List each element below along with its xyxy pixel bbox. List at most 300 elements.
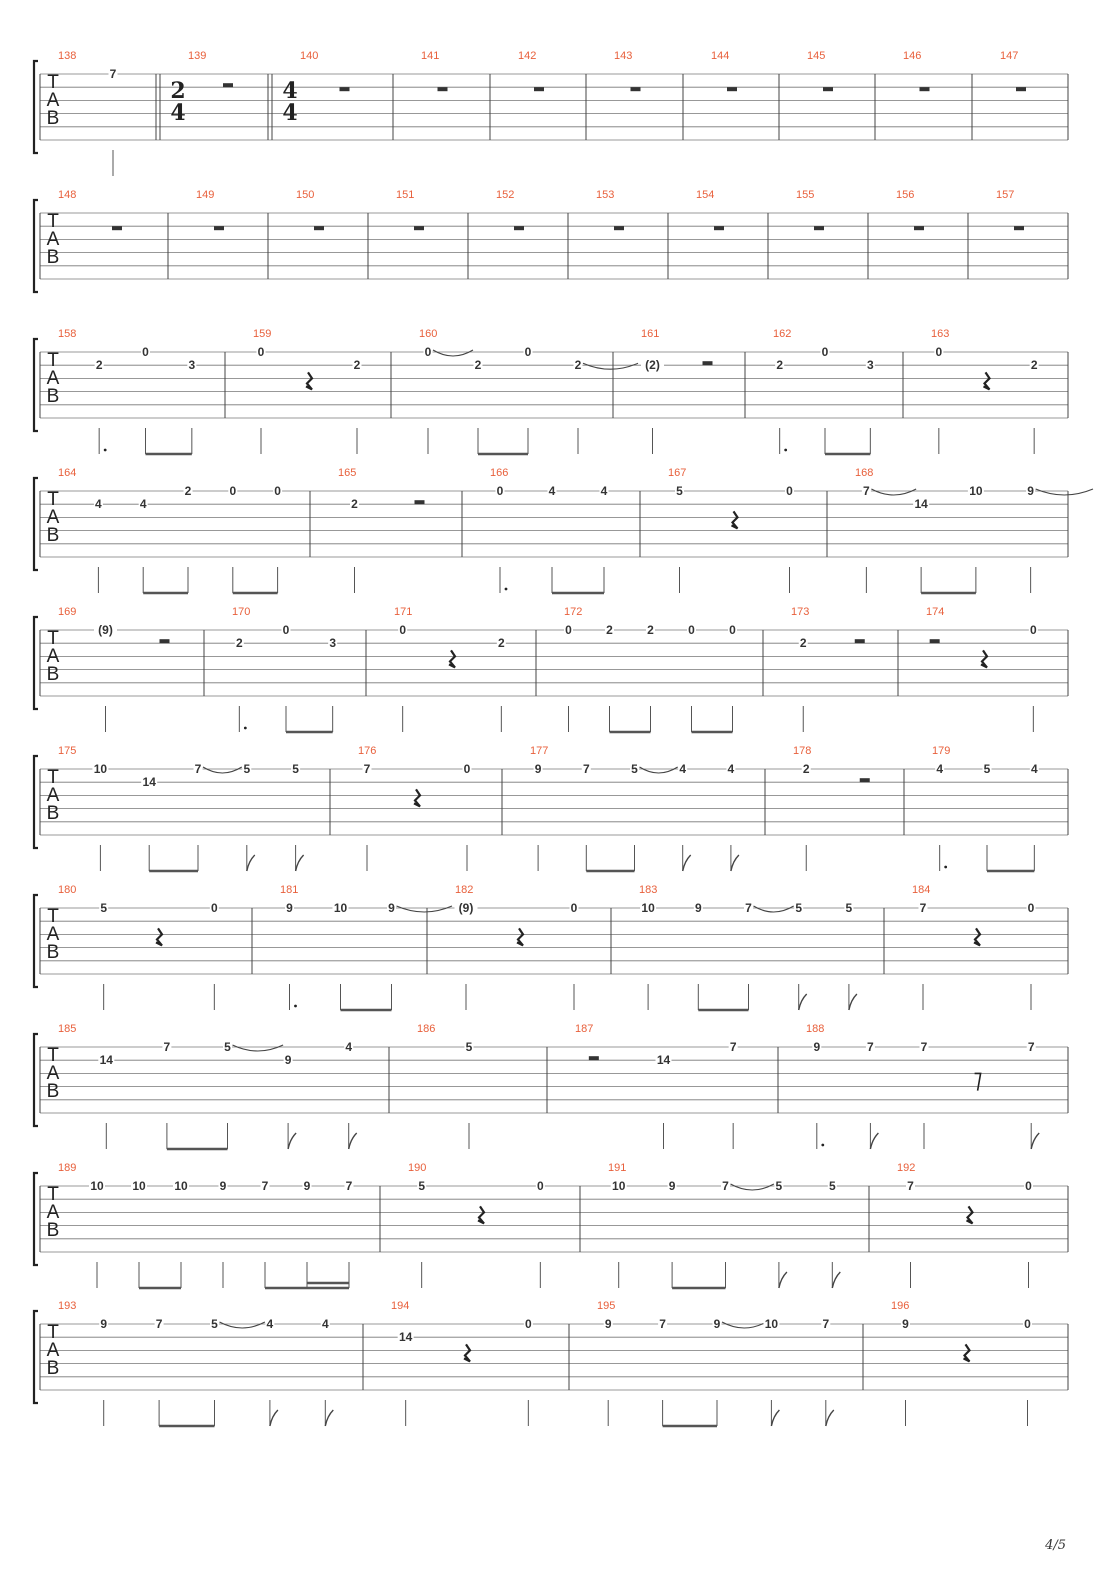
duration-dot: [244, 727, 247, 730]
measure-number: 166: [490, 467, 509, 479]
measure-number: 168: [855, 467, 874, 479]
tab-system: [0, 1300, 1110, 1440]
fret-number: 7: [194, 762, 202, 776]
fret-number: 0: [565, 623, 572, 637]
tab-clef-letter: B: [46, 525, 60, 546]
measure-number: 175: [58, 745, 77, 757]
fret-number: 7: [659, 1317, 666, 1331]
quarter-rest: [984, 372, 990, 389]
fret-number: 0: [935, 345, 943, 359]
measure-number: 171: [394, 606, 413, 618]
note-flag: [247, 855, 255, 871]
measure-number: 180: [58, 884, 77, 896]
tab-clef-letter: T: [47, 72, 59, 93]
fret-number: 10: [90, 1179, 104, 1193]
measure-number: 177: [530, 745, 549, 757]
measure-number: 194: [391, 1300, 410, 1312]
tab-clef-letter: B: [46, 942, 60, 963]
fret-number: 3: [329, 636, 337, 651]
fret-number: 10: [764, 1317, 779, 1331]
measure-number: 174: [926, 606, 945, 618]
whole-rest: [714, 226, 724, 230]
measure-number: 170: [232, 606, 251, 618]
whole-rest: [514, 226, 524, 230]
fret-number: 0: [282, 623, 290, 637]
fret-number: 0: [463, 762, 471, 776]
fret-number: 7: [1027, 1040, 1035, 1054]
tab-clef-letter: A: [46, 924, 60, 945]
quarter-rest: [517, 928, 523, 945]
measure-number: 193: [58, 1300, 77, 1312]
fret-number: 7: [109, 67, 117, 81]
fret-number: 9: [100, 1317, 108, 1331]
tab-clef-letter: T: [47, 489, 59, 510]
measure-number: 182: [455, 884, 474, 896]
note-flag: [349, 1133, 357, 1149]
whole-rest: [1014, 226, 1024, 230]
fret-number: 0: [399, 623, 407, 637]
tab-clef-letter: A: [46, 1202, 60, 1223]
fret-number: 0: [1024, 1317, 1031, 1331]
tab-clef-letter: A: [46, 229, 60, 250]
tab-clef-letter: A: [46, 507, 60, 528]
half-rest: [703, 361, 713, 365]
fret-number: 0: [274, 484, 281, 498]
fret-number: 2: [647, 623, 654, 637]
measure-number: 163: [931, 328, 950, 340]
fret-number: 7: [822, 1317, 830, 1331]
tie-arc: [220, 1322, 265, 1328]
fret-number: 2: [474, 358, 482, 373]
duration-dot: [821, 1144, 824, 1147]
tie-arc: [640, 767, 678, 773]
duration-dot: [944, 866, 947, 869]
fret-number: 0: [210, 901, 218, 915]
tab-system: [0, 189, 1110, 329]
measure-number: 184: [912, 884, 931, 896]
fret-number: (2): [645, 358, 660, 373]
measure-number: 186: [417, 1023, 436, 1035]
tie-arc: [1036, 489, 1093, 495]
tie-arc: [731, 1184, 774, 1190]
fret-number: 14: [99, 1053, 113, 1068]
tab-clef-letter: T: [47, 1184, 59, 1205]
measure-number: 158: [58, 328, 77, 340]
fret-number: (9): [98, 623, 113, 637]
fret-number: 2: [606, 623, 613, 637]
fret-number: 5: [795, 901, 803, 915]
tab-clef-letter: B: [46, 1358, 60, 1379]
whole-rest: [1016, 87, 1026, 91]
note-flag: [1031, 1133, 1039, 1149]
note-flag: [731, 855, 739, 871]
tie-arc: [722, 1322, 766, 1328]
fret-number: 2: [799, 636, 807, 651]
fret-number: 7: [363, 762, 371, 776]
measure-number: 195: [597, 1300, 616, 1312]
fret-number: 9: [604, 1317, 612, 1331]
note-flag: [832, 1272, 840, 1288]
tie-arc: [203, 767, 242, 773]
measure-number: 156: [896, 189, 915, 201]
measure-number: 146: [903, 50, 922, 62]
fret-number: 7: [920, 1040, 928, 1054]
fret-number: 9: [388, 901, 395, 915]
fret-number: 3: [866, 358, 874, 373]
measure-number: 189: [58, 1162, 77, 1174]
quarter-rest: [156, 928, 162, 945]
whole-rest: [314, 226, 324, 230]
measure-number: 179: [932, 745, 951, 757]
measure-number: 159: [253, 328, 272, 340]
tab-clef-letter: T: [47, 211, 59, 232]
fret-number: 10: [132, 1179, 146, 1193]
whole-rest: [340, 87, 350, 91]
measure-number: 141: [421, 50, 440, 62]
note-flag: [849, 994, 857, 1010]
duration-dot: [505, 588, 508, 591]
measure-number: 185: [58, 1023, 77, 1035]
fret-number: 9: [284, 1053, 292, 1068]
measure-number: 145: [807, 50, 826, 62]
fret-number: 10: [969, 484, 983, 498]
duration-dot: [104, 449, 107, 452]
fret-number: 5: [775, 1179, 783, 1193]
tab-system: [0, 1162, 1110, 1302]
tab-clef-letter: B: [46, 664, 60, 685]
tab-clef-letter: B: [46, 108, 60, 129]
measure-number: 192: [897, 1162, 916, 1174]
duration-dot: [784, 449, 787, 452]
page-number: 4/5: [1045, 1538, 1066, 1553]
tie-arc: [583, 363, 638, 369]
whole-rest: [112, 226, 122, 230]
fret-number: 10: [333, 901, 348, 915]
quarter-rest: [414, 789, 420, 806]
half-rest: [223, 83, 233, 87]
measure-number: 155: [796, 189, 815, 201]
note-flag: [683, 855, 691, 871]
fret-number: 10: [612, 1179, 626, 1193]
tie-arc: [754, 906, 794, 912]
fret-number: 9: [694, 901, 702, 915]
system-bracket: [34, 478, 38, 570]
tab-system: [0, 745, 1110, 885]
time-signature-digit: 4: [282, 100, 298, 126]
fret-number: 2: [1030, 358, 1038, 373]
fret-number: 3: [188, 358, 196, 373]
half-rest: [860, 778, 870, 782]
fret-number: 4: [548, 484, 556, 498]
measure-number: 160: [419, 328, 438, 340]
fret-number: 2: [95, 358, 103, 373]
fret-number: 0: [1027, 901, 1035, 915]
fret-number: 5: [983, 762, 991, 776]
measure-number: 144: [711, 50, 730, 62]
tab-clef-letter: A: [46, 646, 60, 667]
tie-arc: [233, 1045, 284, 1051]
measure-number: 181: [280, 884, 299, 896]
tab-clef-letter: A: [46, 90, 60, 111]
measure-number: 178: [793, 745, 812, 757]
fret-number: 0: [1029, 623, 1037, 637]
tab-system: [0, 50, 1110, 190]
fret-number: 5: [292, 762, 299, 776]
fret-number: 14: [914, 497, 928, 512]
measure-number: 162: [773, 328, 792, 340]
fret-number: 2: [574, 358, 582, 373]
system-bracket: [34, 1311, 38, 1403]
fret-number: 0: [570, 901, 578, 915]
measure-number: 172: [564, 606, 583, 618]
quarter-rest: [964, 1344, 970, 1361]
fret-number: 7: [729, 1040, 737, 1054]
fret-number: 4: [1030, 762, 1038, 776]
measure-number: 147: [1000, 50, 1019, 62]
tab-system: [0, 606, 1110, 746]
measure-number: 161: [641, 328, 660, 340]
measure-number: 169: [58, 606, 77, 618]
measure-number: 148: [58, 189, 77, 201]
time-signature-digit: 4: [170, 100, 186, 126]
system-bracket: [34, 1173, 38, 1265]
tab-clef-letter: A: [46, 368, 60, 389]
fret-number: 9: [219, 1179, 227, 1193]
fret-number: 5: [465, 1040, 473, 1054]
fret-number: 4: [345, 1040, 353, 1054]
fret-number: 9: [286, 901, 293, 915]
fret-number: 9: [534, 762, 542, 776]
whole-rest: [814, 226, 824, 230]
measure-number: 138: [58, 50, 77, 62]
fret-number: 5: [243, 762, 251, 776]
fret-number: 5: [418, 1179, 426, 1193]
measure-number: 153: [596, 189, 615, 201]
fret-number: 2: [802, 762, 810, 776]
measure-number: 165: [338, 467, 357, 479]
measure-number: 164: [58, 467, 77, 479]
measure-number: 173: [791, 606, 810, 618]
fret-number: 0: [524, 345, 532, 359]
measure-number: 151: [396, 189, 415, 201]
fret-number: 0: [257, 345, 265, 359]
fret-number: 7: [745, 901, 752, 915]
fret-number: 7: [919, 901, 927, 915]
note-flag: [325, 1410, 333, 1426]
fret-number: 2: [497, 636, 505, 651]
fret-number: 9: [668, 1179, 676, 1193]
fret-number: 7: [907, 1179, 914, 1193]
fret-number: 10: [174, 1179, 188, 1193]
fret-number: 2: [184, 484, 192, 498]
tab-clef-letter: B: [46, 803, 60, 824]
note-flag: [270, 1410, 278, 1426]
fret-number: 0: [424, 345, 432, 359]
tab-clef-letter: T: [47, 1322, 59, 1343]
fret-number: 5: [100, 901, 108, 915]
fret-number: 2: [351, 497, 358, 512]
tie-arc: [871, 489, 916, 495]
fret-number: 0: [142, 345, 149, 359]
half-rest: [589, 1056, 599, 1060]
fret-number: 14: [142, 775, 156, 790]
fret-number: 14: [656, 1053, 671, 1068]
tab-system: [0, 884, 1110, 1024]
fret-number: 5: [828, 1179, 836, 1193]
fret-number: 7: [163, 1040, 171, 1054]
fret-number: 14: [398, 1330, 413, 1345]
half-rest: [855, 639, 865, 643]
note-flag: [296, 855, 304, 871]
fret-number: (9): [458, 901, 474, 915]
fret-number: 7: [155, 1317, 163, 1331]
note-flag: [870, 1133, 878, 1149]
half-rest: [160, 639, 170, 643]
measure-number: 154: [696, 189, 715, 201]
quarter-rest: [967, 1206, 973, 1223]
tab-clef-letter: A: [46, 1340, 60, 1361]
fret-number: 4: [139, 497, 147, 512]
measure-number: 149: [196, 189, 215, 201]
fret-number: 5: [211, 1317, 218, 1331]
quarter-rest: [449, 650, 455, 667]
note-flag: [288, 1133, 296, 1149]
quarter-rest: [981, 650, 987, 667]
fret-number: 7: [261, 1179, 269, 1193]
system-bracket: [34, 61, 38, 153]
measure-number: 150: [296, 189, 315, 201]
whole-rest: [727, 87, 737, 91]
fret-number: 0: [496, 484, 504, 498]
fret-number: 0: [786, 484, 793, 498]
system-bracket: [34, 1034, 38, 1126]
tab-clef-letter: A: [46, 785, 60, 806]
quarter-rest: [464, 1344, 470, 1361]
measure-number: 143: [614, 50, 633, 62]
quarter-rest: [478, 1206, 484, 1223]
measure-number: 176: [358, 745, 377, 757]
fret-number: 4: [266, 1317, 274, 1331]
whole-rest: [631, 87, 641, 91]
fret-number: 2: [776, 358, 784, 373]
tab-system: [0, 467, 1110, 607]
measure-number: 188: [806, 1023, 825, 1035]
tab-system: [0, 1023, 1110, 1163]
quarter-rest: [306, 372, 312, 389]
measure-number: 167: [668, 467, 687, 479]
fret-number: 0: [821, 345, 829, 359]
fret-number: 10: [641, 901, 655, 915]
fret-number: 9: [303, 1179, 311, 1193]
duration-dot: [294, 1005, 297, 1008]
fret-number: 9: [713, 1317, 721, 1331]
measure-number: 157: [996, 189, 1015, 201]
system-bracket: [34, 339, 38, 431]
measure-number: 187: [575, 1023, 594, 1035]
fret-number: 2: [353, 358, 361, 373]
whole-rest: [614, 226, 624, 230]
fret-number: 9: [902, 1317, 909, 1331]
eighth-rest: [975, 1073, 981, 1090]
system-bracket: [34, 200, 38, 292]
fret-number: 7: [345, 1179, 353, 1193]
fret-number: 4: [727, 762, 735, 776]
note-flag: [799, 994, 807, 1010]
tab-clef-letter: B: [46, 1220, 60, 1241]
fret-number: 4: [600, 484, 608, 498]
whole-rest: [534, 87, 544, 91]
measure-number: 139: [188, 50, 207, 62]
tab-clef-letter: B: [46, 247, 60, 268]
fret-number: 0: [536, 1179, 544, 1193]
fret-number: 5: [845, 901, 853, 915]
fret-number: 0: [688, 623, 695, 637]
fret-number: 7: [582, 762, 590, 776]
time-signature-digit: 2: [170, 78, 186, 104]
fret-number: 7: [863, 484, 870, 498]
half-rest: [930, 639, 940, 643]
fret-number: 9: [1027, 484, 1034, 498]
measure-number: 142: [518, 50, 537, 62]
tab-clef-letter: B: [46, 1081, 60, 1102]
tab-clef-letter: T: [47, 350, 59, 371]
half-rest: [415, 500, 425, 504]
fret-number: 0: [524, 1317, 532, 1331]
whole-rest: [214, 226, 224, 230]
whole-rest: [914, 226, 924, 230]
measure-number: 196: [891, 1300, 910, 1312]
measure-number: 191: [608, 1162, 627, 1174]
whole-rest: [414, 226, 424, 230]
measure-number: 183: [639, 884, 658, 896]
system-bracket: [34, 617, 38, 709]
fret-number: 5: [631, 762, 638, 776]
fret-number: 0: [729, 623, 736, 637]
whole-rest: [823, 87, 833, 91]
fret-number: 7: [722, 1179, 729, 1193]
fret-number: 4: [936, 762, 944, 776]
tab-clef-letter: B: [46, 386, 60, 407]
measure-number: 190: [408, 1162, 427, 1174]
fret-number: 9: [813, 1040, 821, 1054]
fret-number: 4: [95, 497, 102, 512]
quarter-rest: [732, 511, 738, 528]
tie-arc: [433, 350, 473, 356]
time-signature-digit: 4: [282, 78, 298, 104]
whole-rest: [438, 87, 448, 91]
fret-number: 10: [93, 762, 108, 776]
tab-clef-letter: A: [46, 1063, 60, 1084]
measure-number: 152: [496, 189, 515, 201]
note-flag: [771, 1410, 779, 1426]
tab-system: [0, 328, 1110, 468]
fret-number: 0: [229, 484, 237, 498]
system-bracket: [34, 756, 38, 848]
fret-number: 5: [676, 484, 683, 498]
fret-number: 5: [224, 1040, 231, 1054]
whole-rest: [920, 87, 930, 91]
tab-clef-letter: T: [47, 767, 59, 788]
note-flag: [826, 1410, 834, 1426]
system-bracket: [34, 895, 38, 987]
tab-clef-letter: T: [47, 628, 59, 649]
fret-number: 4: [679, 762, 687, 776]
note-flag: [779, 1272, 787, 1288]
quarter-rest: [974, 928, 980, 945]
fret-number: 7: [867, 1040, 874, 1054]
tie-arc: [397, 906, 453, 912]
fret-number: 4: [321, 1317, 329, 1331]
